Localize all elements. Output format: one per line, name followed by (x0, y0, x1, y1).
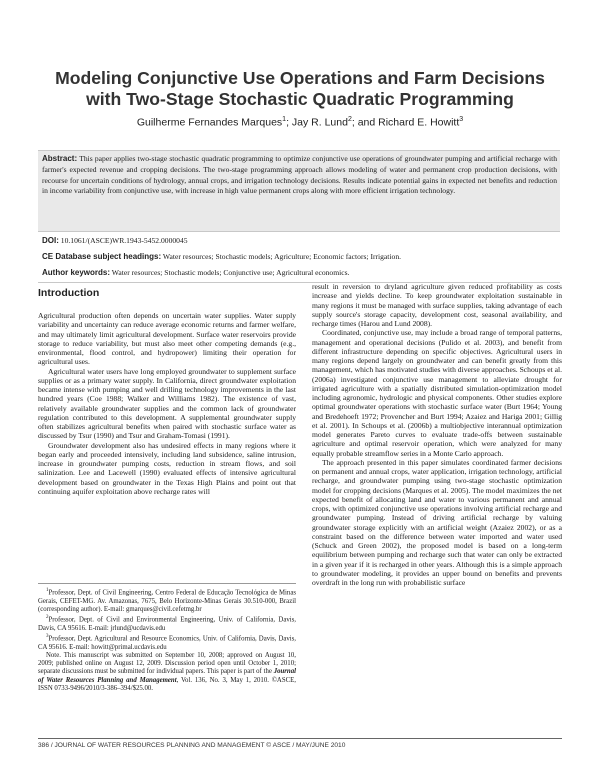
footnote-1 (38, 587, 296, 614)
author-keywords (42, 268, 557, 278)
right-column (312, 282, 562, 587)
footnote-2-text: Professor, Dept. of Civil and Environmental Engineering, Univ. of California, Davis, Davis, CA 95616. E-mail: jrlund@ucdavis.edu (38, 616, 296, 632)
footnote-divider (38, 583, 296, 584)
author-1-affiliation: 1 (282, 116, 287, 123)
footnotes (38, 587, 296, 693)
manuscript-note-text: Note. This manuscript was submitted on September 10, 2008; approved on August 10, 2009; published online on August 12, 2009. Discussion period open until October 1, 2010; separate discussions must be submitted for individual papers. This paper is part of the (38, 651, 296, 676)
footnote-1-text: Professor, Dept. of Civil Engineering, Centro Federal de Educação Tecnológica de Minas Gerais, CEFET-MG. Av. Amazonas, 7675, Belo Horizonte-Minas Gerais 30.510-000, Brazil (corresponding author). E-mail: gmarques@civil.cefetmg.br (38, 589, 296, 613)
author-list (30, 116, 570, 129)
author-3: ; and Richard E. Howitt (351, 116, 460, 129)
doi-line (42, 236, 557, 246)
author-keywords-label: Author keywords: (42, 268, 111, 277)
paragraph: Coordinated, conjunctive use, may include a broad range of temporal patterns, management and operational decisions (Pulido et al. 2003), and benefit from different infrastructure depending on specific objectives. Agricultural users in many regions depend largely on groundwater and can benefit greatly from this management, which has motivated studies with diverse approaches. Schoups et al. (2006a) investigated conjunctive use management to alleviate drought for irrigated agriculture with a spatially distributed simulation-optimization model including agronomic, hydrologic and physical components. Other studies explore optimal groundwater operations with stochastic surface water (Burt 1964; Young and Bredehoeft 1972; Provencher and Burt 1994; Azaiez and Hariga 2001; Gillig et al. 2001). In Schoups et al. (2006b) a multiobjective interannual optimization model generates Pareto curves to evaluate trade-offs between sustainable agriculture and optimal reservoir operation, which were analyzed for many equally probable streamflow series in a Monte Carlo approach. (312, 328, 562, 458)
author-2: ; Jay R. Lund (286, 116, 348, 129)
paragraph: Groundwater development also has undesired effects in many regions where it began early and proceeded intensively, including land subsidence, saline intrusion, increase in groundwater pumping costs, reduction in stream flows, and soil salinization. Lee and Lacewell (1990) evaluated effects of intensive agricultural development based on groundwater in the Texas High Plains and point out that continuing aquifer exploitation above recharge rates will (38, 440, 296, 496)
subject-headings (42, 252, 557, 262)
author-2-affiliation: 2 (347, 116, 352, 123)
abstract (42, 154, 557, 197)
abstract-label: Abstract: (42, 154, 78, 163)
footnote-2 (38, 614, 296, 633)
title-line-1: Modeling Conjunctive Use Operations and Farm Decisions (55, 68, 545, 88)
journal-name: Journal of Water Resources Planning and Management (38, 668, 296, 684)
author-keywords-text: Water resources; Stochastic models; Conjunctive use; Agricultural economics. (111, 268, 350, 277)
footer-divider (38, 738, 562, 739)
paragraph: Agricultural production often depends on uncertain water supplies. Water supply variability and uncertainty can reduce average economic returns and farmer welfare, and may ultimately limit agricultural development. Surface water reservoirs provide storage to reduce variability, but must also meet other competing demands (e.g., environmental, flood control, and hydropower) limiting their operation for agricultural uses. (38, 311, 296, 367)
subject-headings-label: CE Database subject headings: (42, 252, 162, 261)
author-3-affiliation: 3 (459, 116, 464, 123)
subject-headings-text: Water resources; Stochastic models; Agriculture; Economic factors; Irrigation. (162, 252, 402, 261)
paragraph: result in reversion to dryland agriculture given reduced profitability as costs increase and yields decline. To keep groundwater exploitation sustainable in many regions it must be managed with surface supplies, taking advantage of each supply source's storage capacity, development cost, seasonal availability, and recharge times (Harou and Lund 2008). (312, 282, 562, 328)
left-column (38, 311, 296, 496)
footnote-3-marker: 3 (46, 634, 49, 640)
page-footer: 386 / JOURNAL OF WATER RESOURCES PLANNING AND MANAGEMENT © ASCE / MAY/JUNE 2010 (38, 742, 346, 749)
footnote-3-text: Professor, Dept. Agricultural and Resource Economics, Univ. of California, Davis, Davis, CA 95616. E-mail: howitt@primal.ucdavis.edu (38, 635, 296, 651)
paragraph: Agricultural water users have long employed groundwater to supplement surface supplies or as a primary water supply. In California, direct groundwater exploitation became intense with pumping and well drilling technology improvements in the last hundred years (Coe 1988; Walker and Williams 1982). The existence of vast, relatively available groundwater supplies and the common lack of groundwater regulation contributed to this development. A supplemental groundwater supply often stabilizes agricultural benefits when paired with stochastic surface water as discussed by Tsur (1990) and Tsur and Graham-Tomasi (1991). (38, 366, 296, 441)
footnote-3 (38, 633, 296, 652)
doi-label: DOI: (42, 236, 59, 245)
footnote-1-marker: 1 (46, 588, 49, 593)
section-heading-introduction: Introduction (38, 287, 100, 299)
title-line-2: with Two-Stage Stochastic Quadratic Programming (86, 89, 514, 109)
author-1: Guilherme Fernandes Marques (136, 116, 283, 129)
footnote-2-marker: 2 (46, 615, 49, 621)
doi-link[interactable]: 10.1061/(ASCE)WR.1943-5452.0000045 (60, 236, 188, 245)
paragraph: The approach presented in this paper simulates coordinated farmer decisions on permanent and annual crops, water application, irrigation technology, artificial recharge, and groundwater pumping using two-stage stochastic optimization model for cropping decisions (Marques et al. 2005). The model maximizes the net expected benefit of allocating land and water to various permanent and annual crops, with optimized conjunctive use operations involving artificial recharge and groundwater pumping. Instead of driving artificial recharge by valuing groundwater storage explicitly with an artificial weight (Azaiez 2002), or as a constraint based on the difference between water imported and water used (Schuck and Green 2002), the proposed model is based on a long-term equilibrium between pumping and recharge such that water can only be extracted in a given year if it is recharged in other years. Although this is a simple approach to groundwater modeling, it provides an upper bound on benefits and prevents overdraft in the long run with probabilistic surface (312, 457, 562, 587)
paper-title (30, 68, 570, 110)
manuscript-note (38, 652, 296, 693)
manuscript-note-citation: , Vol. 136, No. 3, May 1, 2010. ©ASCE, ISSN 0733-9496/2010/3-386–394/$25.00. (38, 676, 297, 693)
abstract-text: This paper applies two-stage stochastic quadratic programming to optimize conjunctive use operations of groundwater pumping and artificial recharge with farmer's expected revenue and cropping decisions. The two-stage programming approach allows modeling of water and permanent crop production decisions, with recourse for uncertain conditions of hydrology, annual crops, and irrigation technology decisions. Results indicate potential gains in expected net benefits and reduction in income variability from conjunctive use, with increase in high value permanent crops along with more efficient irrigation technology. (42, 154, 558, 196)
